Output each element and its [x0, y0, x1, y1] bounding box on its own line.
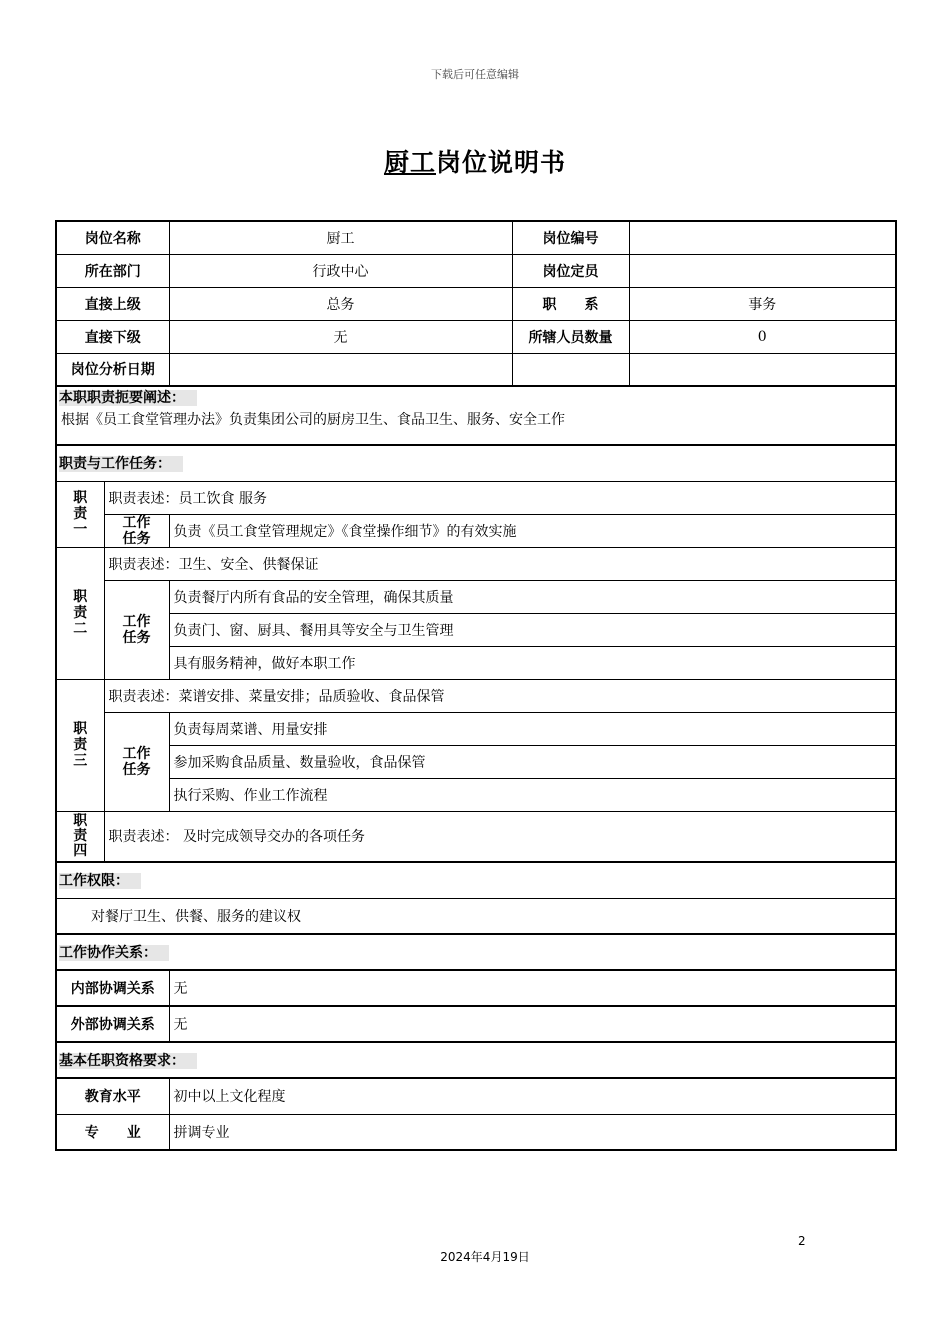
superior-value[interactable]: 总务: [169, 287, 512, 320]
task-row: [56, 778, 896, 811]
staff-count-label: 所辖人员数量: [512, 320, 629, 353]
duty-3-task-1[interactable]: 负责每周菜谱、用量安排: [169, 712, 896, 745]
education-label: 教育水平: [56, 1078, 169, 1114]
analysis-date-label: 岗位分析日期: [56, 353, 169, 386]
duty-1-desc[interactable]: 职责表述：员工饮食 服务: [104, 481, 896, 514]
duty-3-task-2[interactable]: 参加采购食品质量、数量验收，食品保管: [169, 745, 896, 778]
subordinate-value[interactable]: 无: [169, 320, 512, 353]
post-quota-value[interactable]: [629, 254, 896, 287]
row-major: [56, 1114, 896, 1150]
duty-2-task-2[interactable]: 负责门、窗、厨具、餐用具等安全与卫生管理: [169, 613, 896, 646]
job-description-table: [55, 220, 897, 1151]
row-department: [56, 254, 896, 287]
row-post-name: [56, 221, 896, 254]
analysis-date-value[interactable]: [169, 353, 512, 386]
duty-3-task-3[interactable]: 执行采购、作业工作流程: [169, 778, 896, 811]
education-value[interactable]: 初中以上文化程度: [169, 1078, 896, 1114]
duty-1-task-1[interactable]: 负责《员工食堂管理规定》《食堂操作细节》的有效实施: [169, 514, 896, 547]
row-internal-relations: [56, 970, 896, 1006]
major-value[interactable]: 拼调专业: [169, 1114, 896, 1150]
major-label: 专 业: [56, 1114, 169, 1150]
task-row: [56, 712, 896, 745]
row-authority-heading: [56, 862, 896, 898]
department-value[interactable]: 行政中心: [169, 254, 512, 287]
task-label: 工作任务: [104, 580, 169, 679]
summary-heading-text: 本职职责扼要阐述：: [59, 390, 197, 406]
duties-heading-text: 职责与工作任务：: [59, 456, 183, 472]
post-code-value[interactable]: [629, 221, 896, 254]
external-relations-label: 外部协调关系: [56, 1006, 169, 1042]
summary-heading: [56, 386, 896, 407]
post-name-label: 岗位名称: [56, 221, 169, 254]
row-subordinate: [56, 320, 896, 353]
authority-text[interactable]: 对餐厅卫生、供餐、服务的建议权: [56, 898, 896, 934]
relations-heading-text: 工作协作关系：: [59, 945, 169, 961]
post-quota-label: 岗位定员: [512, 254, 629, 287]
authority-heading: [56, 862, 896, 898]
page-number: 2: [798, 1234, 806, 1248]
qualifications-heading: [56, 1042, 896, 1078]
task-row: [56, 646, 896, 679]
task-label: 工作任务: [104, 514, 169, 547]
row-duties-heading: [56, 445, 896, 481]
duty-1-label: 职责一: [56, 481, 104, 547]
empty-cell: [629, 353, 896, 386]
post-name-value[interactable]: 厨工: [169, 221, 512, 254]
duty-row: [56, 481, 896, 514]
duty-2-label: 职责二: [56, 547, 104, 679]
summary-text[interactable]: 根据《员工食堂管理办法》负责集团公司的厨房卫生、食品卫生、服务、安全工作: [56, 407, 896, 445]
duty-2-task-1[interactable]: 负责餐厅内所有食品的安全管理，确保其质量: [169, 580, 896, 613]
row-qualifications-heading: [56, 1042, 896, 1078]
internal-relations-label: 内部协调关系: [56, 970, 169, 1006]
relations-heading: [56, 934, 896, 970]
staff-count-value[interactable]: 0: [629, 320, 896, 353]
job-series-value[interactable]: 事务: [629, 287, 896, 320]
duty-4-label: 职责四: [56, 811, 104, 862]
row-relations-heading: [56, 934, 896, 970]
row-analysis-date: [56, 353, 896, 386]
qualifications-heading-text: 基本任职资格要求：: [59, 1053, 197, 1069]
superior-label: 直接上级: [56, 287, 169, 320]
authority-heading-text: 工作权限：: [59, 873, 141, 889]
duties-heading: [56, 445, 896, 481]
document-title: [0, 143, 950, 179]
subordinate-label: 直接下级: [56, 320, 169, 353]
duty-2-task-3[interactable]: 具有服务精神，做好本职工作: [169, 646, 896, 679]
duty-row: [56, 679, 896, 712]
duty-row: [56, 811, 896, 862]
row-education: [56, 1078, 896, 1114]
duty-2-desc[interactable]: 职责表述：卫生、安全、供餐保证: [104, 547, 896, 580]
footer-date: 2024年4月19日: [440, 1250, 530, 1264]
duty-3-label: 职责三: [56, 679, 104, 811]
empty-cell: [512, 353, 629, 386]
duty-4-desc[interactable]: 职责表述： 及时完成领导交办的各项任务: [104, 811, 896, 862]
task-label: 工作任务: [104, 712, 169, 811]
duty-row: [56, 547, 896, 580]
task-row: [56, 580, 896, 613]
title-underlined: 厨工: [383, 148, 436, 177]
external-relations-value[interactable]: 无: [169, 1006, 896, 1042]
post-code-label: 岗位编号: [512, 221, 629, 254]
job-series-label: 职 系: [512, 287, 629, 320]
row-summary-heading: [56, 386, 896, 407]
task-row: [56, 613, 896, 646]
internal-relations-value[interactable]: 无: [169, 970, 896, 1006]
row-authority-text: [56, 898, 896, 934]
row-superior: [56, 287, 896, 320]
row-external-relations: [56, 1006, 896, 1042]
row-summary-text: [56, 407, 896, 445]
task-row: [56, 514, 896, 547]
title-rest: 岗位说明书: [436, 148, 567, 177]
duty-3-desc[interactable]: 职责表述：菜谱安排、菜量安排；品质验收、食品保管: [104, 679, 896, 712]
header-note: 下载后可任意编辑: [431, 68, 519, 81]
task-row: [56, 745, 896, 778]
department-label: 所在部门: [56, 254, 169, 287]
